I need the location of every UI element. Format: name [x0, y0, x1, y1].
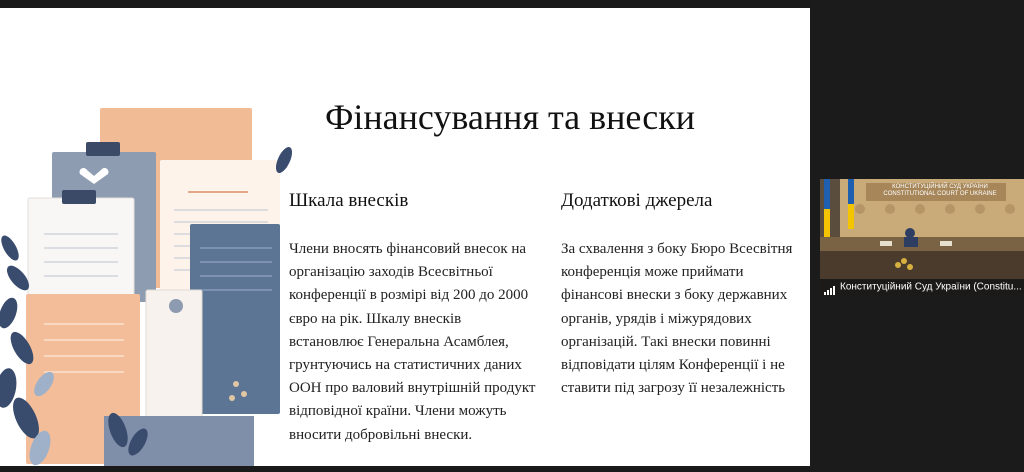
right-column-heading: Додаткові джерела	[561, 190, 713, 211]
participant-name-bar	[820, 279, 1024, 295]
participant-name: Конституційний Суд України (Constitu...	[840, 281, 1022, 293]
documents-illustration	[0, 98, 300, 466]
court-banner-english: CONSTITUTIONAL COURT OF UKRAINE	[883, 191, 997, 197]
participant-video-tile[interactable]	[820, 179, 1024, 295]
left-column-heading: Шкала внесків	[289, 190, 409, 211]
right-column-text: За схвалення з боку Бюро Всесвітня конференція може приймати фінансові внески з боку державних органів, урядів і міжурядових організацій. Такі внески повинні відповідати цілям Конференції і не ставити під загрозу її незалежність	[561, 241, 793, 397]
signal-strength-icon	[824, 279, 836, 295]
presentation-slide	[0, 8, 810, 466]
left-column-text: Члени вносять фінансовий внесок на організацію заходів Всесвітньої конференції в розмірі від 200 до 2000 євро на рік. Шкалу внесків встановлює Генеральна Асамблея, грунтуючись на статистичних даних ООН про валовий внутрішній продукт відповідної країни. Члени можуть вносити добровільні внески.	[289, 241, 536, 443]
court-banner-ukrainian: КОНСТИТУЦІЙНИЙ СУД УКРАЇНИ	[892, 184, 988, 190]
slide-title: Фінансування та внески	[324, 97, 696, 137]
